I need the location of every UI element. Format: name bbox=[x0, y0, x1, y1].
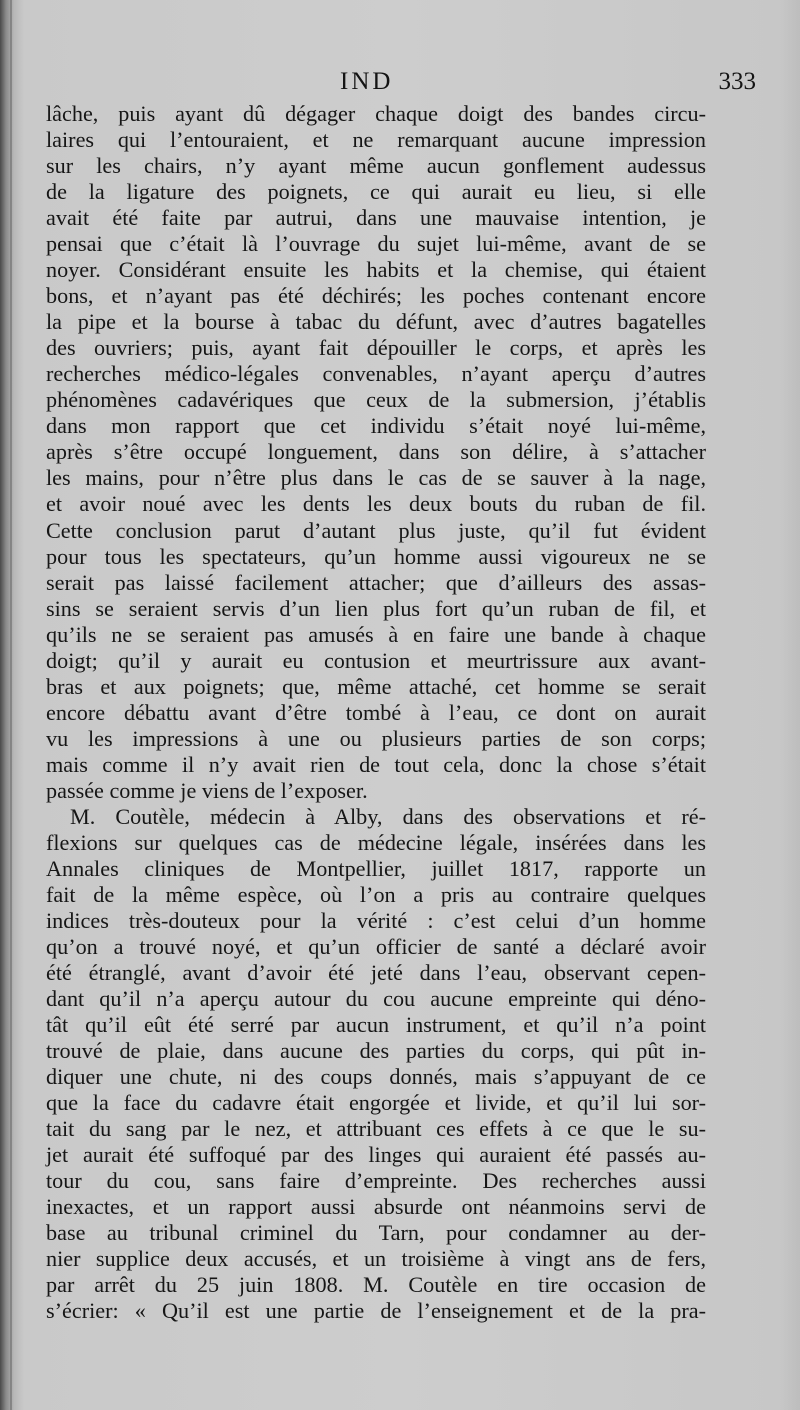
text-line: indices très-douteux pour la vérité : c’est celui d’un homme bbox=[46, 907, 706, 933]
running-head: IND bbox=[340, 68, 394, 95]
text-line: été étranglé, avant d’avoir été jeté dans l’eau, observant cepen- bbox=[46, 960, 706, 986]
text-line: qu’ils ne se seraient pas amusés à en faire une bande à chaque bbox=[46, 621, 706, 647]
text-line: diquer une chute, ni des coups donnés, mais s’appuyant de ce bbox=[46, 1064, 706, 1090]
text-line: pour tous les spectateurs, qu’un homme aussi vigoureux ne se bbox=[46, 543, 706, 569]
text-line: passée comme je viens de l’exposer. bbox=[46, 777, 368, 803]
text-line: doigt; qu’il y aurait eu contusion et meurtrissure aux avant- bbox=[46, 647, 706, 673]
text-line: recherches médico-légales convenables, n’ayant aperçu d’autres bbox=[46, 361, 706, 387]
text-line: encore débattu avant d’être tombé à l’eau, ce dont on aurait bbox=[46, 699, 706, 725]
text-line: tât qu’il eût été serré par aucun instrument, et qu’il n’a point bbox=[46, 1012, 706, 1038]
text-line: qu’on a trouvé noyé, et qu’un officier de santé a déclaré avoir bbox=[46, 934, 706, 959]
text-line: vu les impressions à une ou plusieurs parties de son corps; bbox=[46, 725, 706, 751]
text-line: Cette conclusion parut d’autant plus juste, qu’il fut évident bbox=[46, 517, 706, 543]
paragraph-2 bbox=[46, 804, 706, 1325]
text-line: bras et aux poignets; que, même attaché, cet homme se serait bbox=[46, 673, 706, 699]
text-line: phénomènes cadavériques que ceux de la submersion, j’établis bbox=[46, 387, 706, 413]
text-line: les mains, pour n’être plus dans le cas de se sauver à la nage, bbox=[46, 465, 706, 491]
text-line: lâche, puis ayant dû dégager chaque doigt des bandes circu- bbox=[46, 101, 706, 126]
text-line: sins se seraient servis d’un lien plus fort qu’un ruban de fil, et bbox=[46, 595, 706, 621]
text-line: serait pas laissé facilement attacher; que d’ailleurs des assas- bbox=[46, 569, 706, 595]
text-line: que la face du cadavre était engorgée et livide, et qu’il lui sor- bbox=[46, 1090, 706, 1116]
text-line: M. Coutèle, médecin à Alby, dans des observations et ré- bbox=[70, 803, 706, 829]
text-line: trouvé de plaie, dans aucune des parties du corps, qui pût in- bbox=[46, 1038, 706, 1064]
text-line: bons, et n’ayant pas été déchirés; les poches contenant encore bbox=[46, 283, 706, 309]
page-header bbox=[46, 68, 756, 102]
text-line: dant qu’il n’a aperçu autour du cou aucune empreinte qui déno- bbox=[46, 986, 706, 1012]
text-line: après s’être occupé longuement, dans son délire, à s’attacher bbox=[46, 439, 706, 465]
text-line: laires qui l’entouraient, et ne remarquant aucune impression bbox=[46, 127, 706, 153]
text-line: inexactes, et un rapport aussi absurde ont néanmoins servi de bbox=[46, 1194, 706, 1220]
text-line: la pipe et la bourse à tabac du défunt, avec d’autres bagatelles bbox=[46, 309, 706, 335]
text-line: par arrêt du 25 juin 1808. M. Coutèle en tire occasion de bbox=[46, 1272, 706, 1298]
text-line: noyer. Considérant ensuite les habits et la chemise, qui étaient bbox=[46, 257, 706, 283]
text-line: des ouvriers; puis, ayant fait dépouiller le corps, et après les bbox=[46, 335, 706, 361]
page-number: 333 bbox=[718, 68, 756, 95]
text-line: fait de la même espèce, où l’on a pris au contraire quelques bbox=[46, 881, 706, 907]
text-line: nier supplice deux accusés, et un troisième à vingt ans de fers, bbox=[46, 1246, 706, 1272]
text-line: de la ligature des poignets, ce qui aurait eu lieu, si elle bbox=[46, 179, 706, 205]
text-line: mais comme il n’y avait rien de tout cela, donc la chose s’était bbox=[46, 751, 706, 777]
page-gutter-shadow bbox=[10, 0, 12, 1410]
text-line: tour du cou, sans faire d’empreinte. Des recherches aussi bbox=[46, 1168, 706, 1194]
text-line: tait du sang par le nez, et attribuant ces effets à ce que le su- bbox=[46, 1116, 706, 1142]
text-line: jet aurait été suffoqué par des linges qui auraient été passés au- bbox=[46, 1142, 706, 1168]
text-line: pensai que c’était là l’ouvrage du sujet lui-même, avant de se bbox=[46, 231, 706, 257]
text-line: et avoir noué avec les dents les deux bouts du ruban de fil. bbox=[46, 491, 706, 517]
text-line: s’écrier: « Qu’il est une partie de l’enseignement et de la pra- bbox=[46, 1298, 706, 1324]
text-line: sur les chairs, n’y ayant même aucun gonflement audessus bbox=[46, 153, 706, 179]
text-line: Annales cliniques de Montpellier, juillet 1817, rapporte un bbox=[46, 855, 706, 881]
text-line: dans mon rapport que cet individu s’était noyé lui-même, bbox=[46, 413, 706, 439]
text-line: base au tribunal criminel du Tarn, pour condamner au der- bbox=[46, 1220, 706, 1246]
text-line: avait été faite par autrui, dans une mauvaise intention, je bbox=[46, 205, 706, 231]
paragraph-1 bbox=[46, 101, 706, 804]
text-line: flexions sur quelques cas de médecine légale, insérées dans les bbox=[46, 829, 706, 855]
body-text bbox=[46, 101, 706, 1324]
